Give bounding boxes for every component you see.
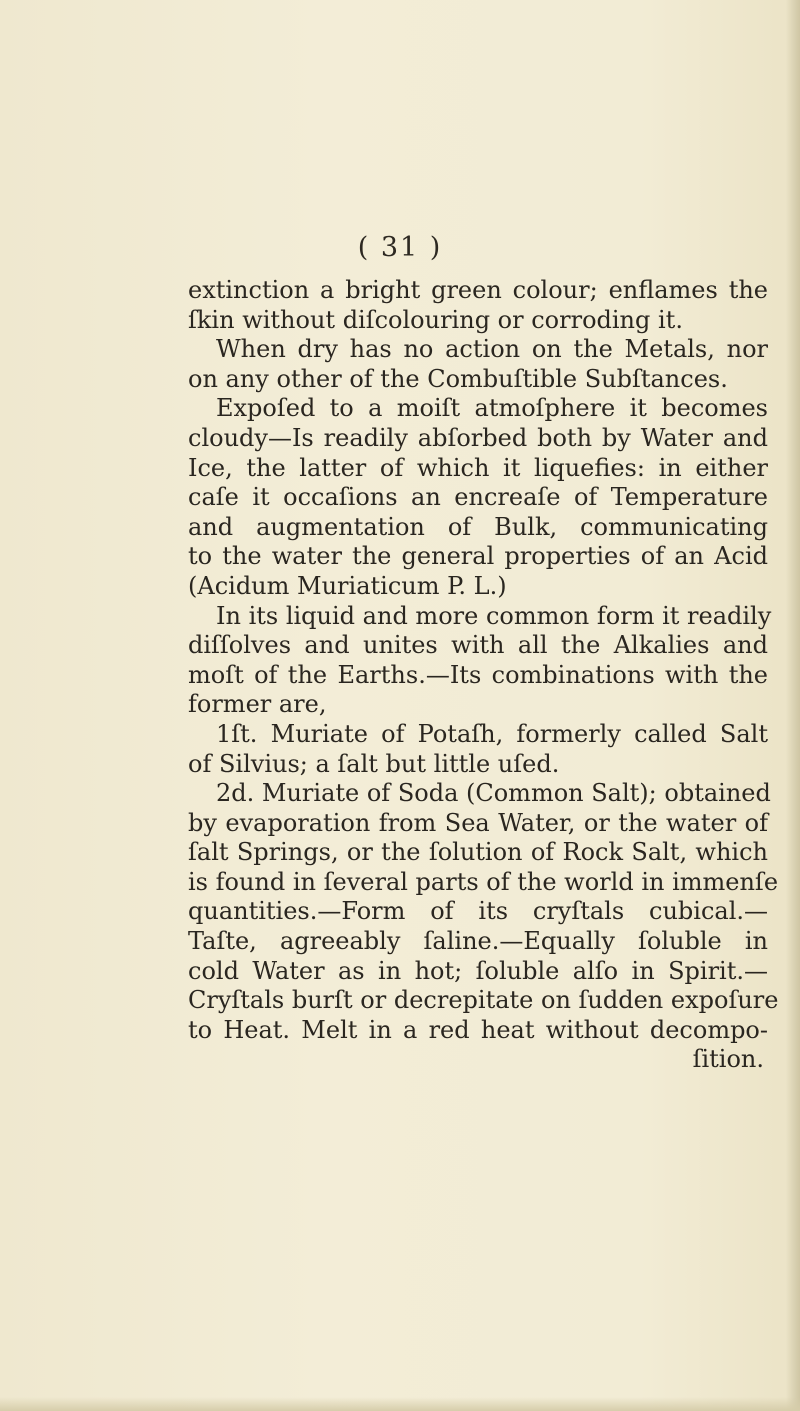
text-line: quantities.—Form of its cryſtals cubical.— (188, 897, 768, 926)
text-line: is found in ſeveral parts of the world in immenſe (188, 867, 779, 896)
text-line: ſkin without diſcolouring or corroding it. (188, 305, 683, 334)
text-line: When dry has no action on the Metals, nor (216, 335, 768, 364)
text-line: (Acidum Muriaticum P. L.) (188, 571, 507, 600)
page-bottom-shadow (0, 1397, 800, 1411)
text-line: former are, (188, 690, 327, 719)
text-line: on any other of the Combuſtible Subſtances. (188, 364, 728, 393)
body-text (188, 276, 779, 1075)
text-line: to the water the general properties of an Acid (188, 542, 768, 571)
text-line: Cryſtals burſt or decrepitate on ſudden expoſure (188, 986, 779, 1015)
text-line: moſt of the Earths.—Its combinations with the (188, 660, 768, 689)
text-line: diſſolves and unites with all the Alkalies and (188, 631, 768, 660)
text-line: cloudy—Is readily abſorbed both by Water and (188, 423, 768, 452)
text-line: to Heat. Melt in a red heat without decompo- (188, 1015, 768, 1044)
text-line: Taſte, agreeably ſaline.—Equally ſoluble in (188, 927, 768, 956)
text-line: ſalt Springs, or the ſolution of Rock Salt, which (188, 838, 768, 867)
text-line: by evaporation from Sea Water, or the water of (188, 808, 768, 837)
text-line: ſition. (692, 1045, 764, 1074)
text-line: 1ſt. Muriate of Potaſh, formerly called Salt (216, 719, 768, 748)
text-line: 2d. Muriate of Soda (Common Salt); obtained (216, 779, 771, 808)
page-edge-shadow (786, 0, 800, 1411)
text-line: cold Water as in hot; ſoluble alſo in Spirit.— (188, 956, 768, 985)
text-line: of Silvius; a ſalt but little uſed. (188, 749, 560, 778)
text-line: Ice, the latter of which it liquefies: in either (188, 453, 768, 482)
text-line: Expoſed to a moiſt atmoſphere it becomes (216, 394, 768, 423)
text-line: caſe it occaſions an encreaſe of Temperature (188, 483, 768, 512)
page-number: ( 31 ) (357, 232, 443, 263)
text-line: and augmentation of Bulk, communicating (188, 512, 768, 541)
text-line: In its liquid and more common form it readily (216, 601, 772, 630)
text-line: extinction a bright green colour; enflames the (188, 276, 768, 304)
